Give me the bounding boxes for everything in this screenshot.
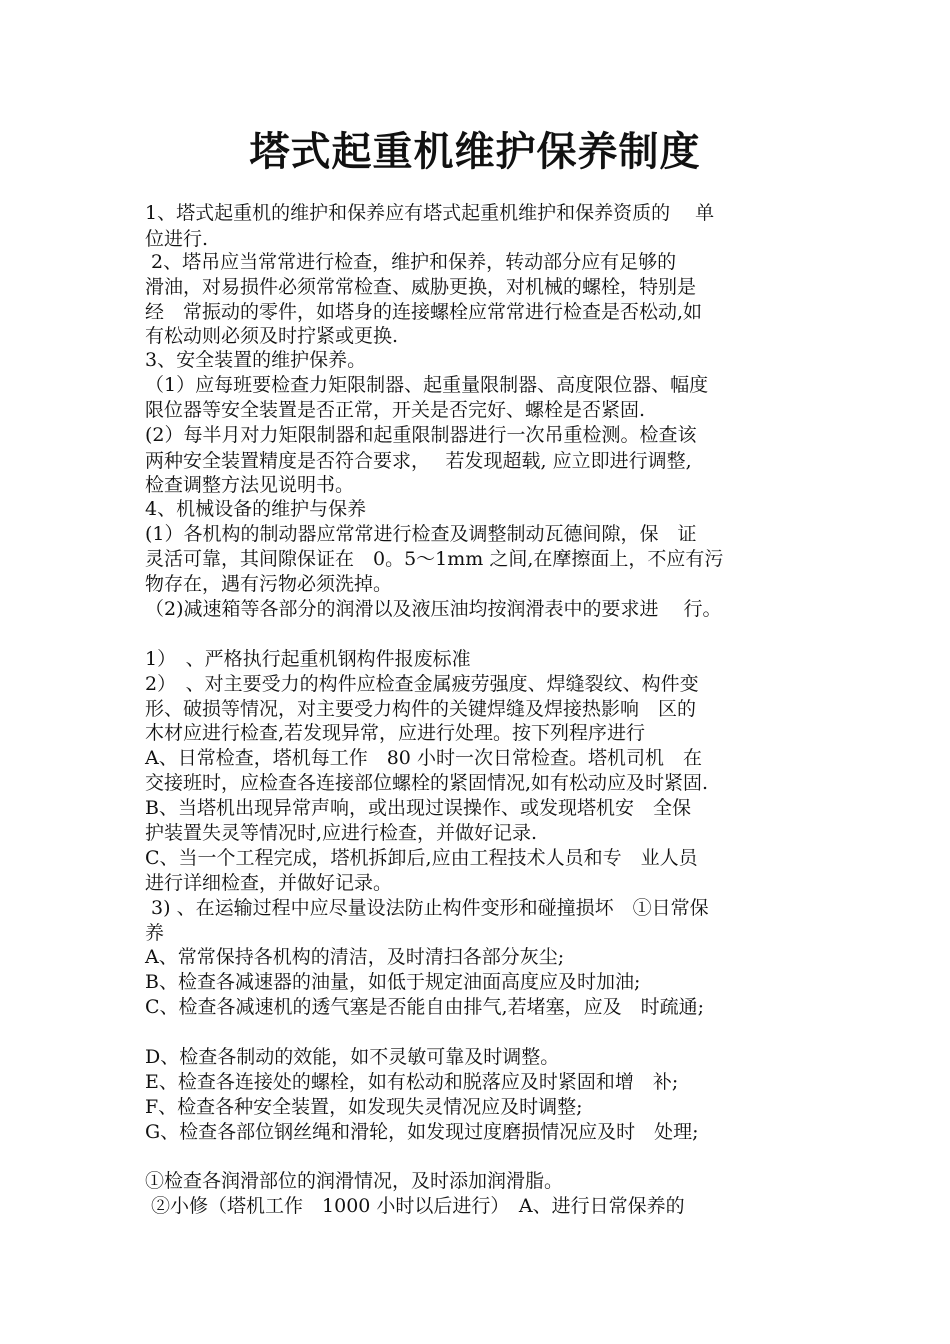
document-title: 塔式起重机维护保养制度: [249, 129, 701, 175]
text-line: 检查调整方法见说明书。: [145, 474, 355, 496]
text-line: ①检查各润滑部位的润滑情况，及时添加润滑脂。: [145, 1170, 564, 1192]
text-line: 有松动则必须及时拧紧或更换.: [145, 325, 399, 347]
text-line: 3) 、在运输过程中应尽量设法防止构件变形和碰撞损坏 ①日常保: [145, 897, 709, 919]
text-line: 限位器等安全装置是否正常，开关是否完好、螺栓是否紧固.: [145, 399, 646, 421]
text-line: 护装置失灵等情况时,应进行检查，并做好记录.: [145, 822, 538, 844]
text-line: B、检查各减速器的油量，如低于规定油面高度应及时加油;: [145, 971, 641, 993]
text-line: (1）各机构的制动器应常常进行检查及调整制动瓦德间隙，保 证: [145, 523, 697, 545]
text-line: 交接班时，应检查各连接部位螺栓的紧固情况,如有松动应及时紧固.: [145, 772, 709, 794]
text-line: 2） 、对主要受力的构件应检查金属疲劳强度、焊缝裂纹、构件变: [145, 673, 699, 695]
text-line: 经 常振动的零件，如塔身的连接螺栓应常常进行检查是否松动,如: [145, 301, 703, 323]
text-line: B、当塔机出现异常声响，或出现过误操作、或发现塔机安 全保: [145, 797, 691, 819]
text-line: C、检查各减速机的透气塞是否能自由排气,若堵塞，应及 时疏通;: [145, 996, 704, 1018]
text-line: (2）每半月对力矩限制器和起重限制器进行一次吊重检测。检查该: [145, 424, 697, 446]
text-line: F、检查各种安全装置，如发现失灵情况应及时调整;: [145, 1096, 583, 1118]
text-line: 两种安全装置精度是否符合要求， 若发现超载, 应立即进行调整,: [145, 450, 692, 472]
text-line: 养: [145, 922, 165, 944]
text-line: 位进行.: [145, 228, 209, 250]
text-line: E、检查各连接处的螺栓，如有松动和脱落应及时紧固和增 补;: [145, 1071, 679, 1093]
text-line: 1） 、严格执行起重机钢构件报废标准: [145, 648, 471, 670]
text-line: D、检查各制动的效能，如不灵敏可靠及时调整。: [145, 1046, 560, 1068]
text-line: 木材应进行检查,若发现异常，应进行处理。按下列程序进行: [145, 722, 646, 744]
text-line: A、日常检查，塔机每工作 80 小时一次日常检查。塔机司机 在: [145, 747, 702, 769]
text-line: 1、塔式起重机的维护和保养应有塔式起重机维护和保养资质的 单: [145, 202, 715, 224]
text-line: （1）应每班要检查力矩限制器、起重量限制器、高度限位器、幅度: [145, 374, 709, 396]
text-line: 滑油，对易损件必须常常检查、威胁更换，对机械的螺栓，特别是: [145, 276, 697, 298]
text-line: ②小修（塔机工作 1000 小时以后进行） A、进行日常保养的: [145, 1195, 685, 1217]
text-line: （2)减速箱等各部分的润滑以及液压油均按润滑表中的要求进 行。: [145, 598, 722, 620]
text-line: 物存在，遇有污物必须洗掉。: [145, 573, 393, 595]
text-line: G、检查各部位钢丝绳和滑轮，如发现过度磨损情况应及时 处理;: [145, 1121, 699, 1143]
text-line: 4、机械设备的维护与保养: [145, 498, 367, 520]
text-line: 2、塔吊应当常常进行检查，维护和保养，转动部分应有足够的: [145, 251, 677, 273]
text-line: A、常常保持各机构的清洁，及时清扫各部分灰尘;: [145, 946, 565, 968]
text-line: C、当一个工程完成，塔机拆卸后,应由工程技术人员和专 业人员: [145, 847, 698, 869]
text-line: 进行详细检查，并做好记录。: [145, 872, 393, 894]
text-line: 3、安全装置的维护保养。: [145, 349, 367, 371]
text-line: 形、破损等情况，对主要受力构件的关键焊缝及焊接热影响 区的: [145, 698, 697, 720]
text-line: 灵活可靠，其间隙保证在 0。5～1mm 之间,在摩擦面上，不应有污: [145, 548, 724, 570]
